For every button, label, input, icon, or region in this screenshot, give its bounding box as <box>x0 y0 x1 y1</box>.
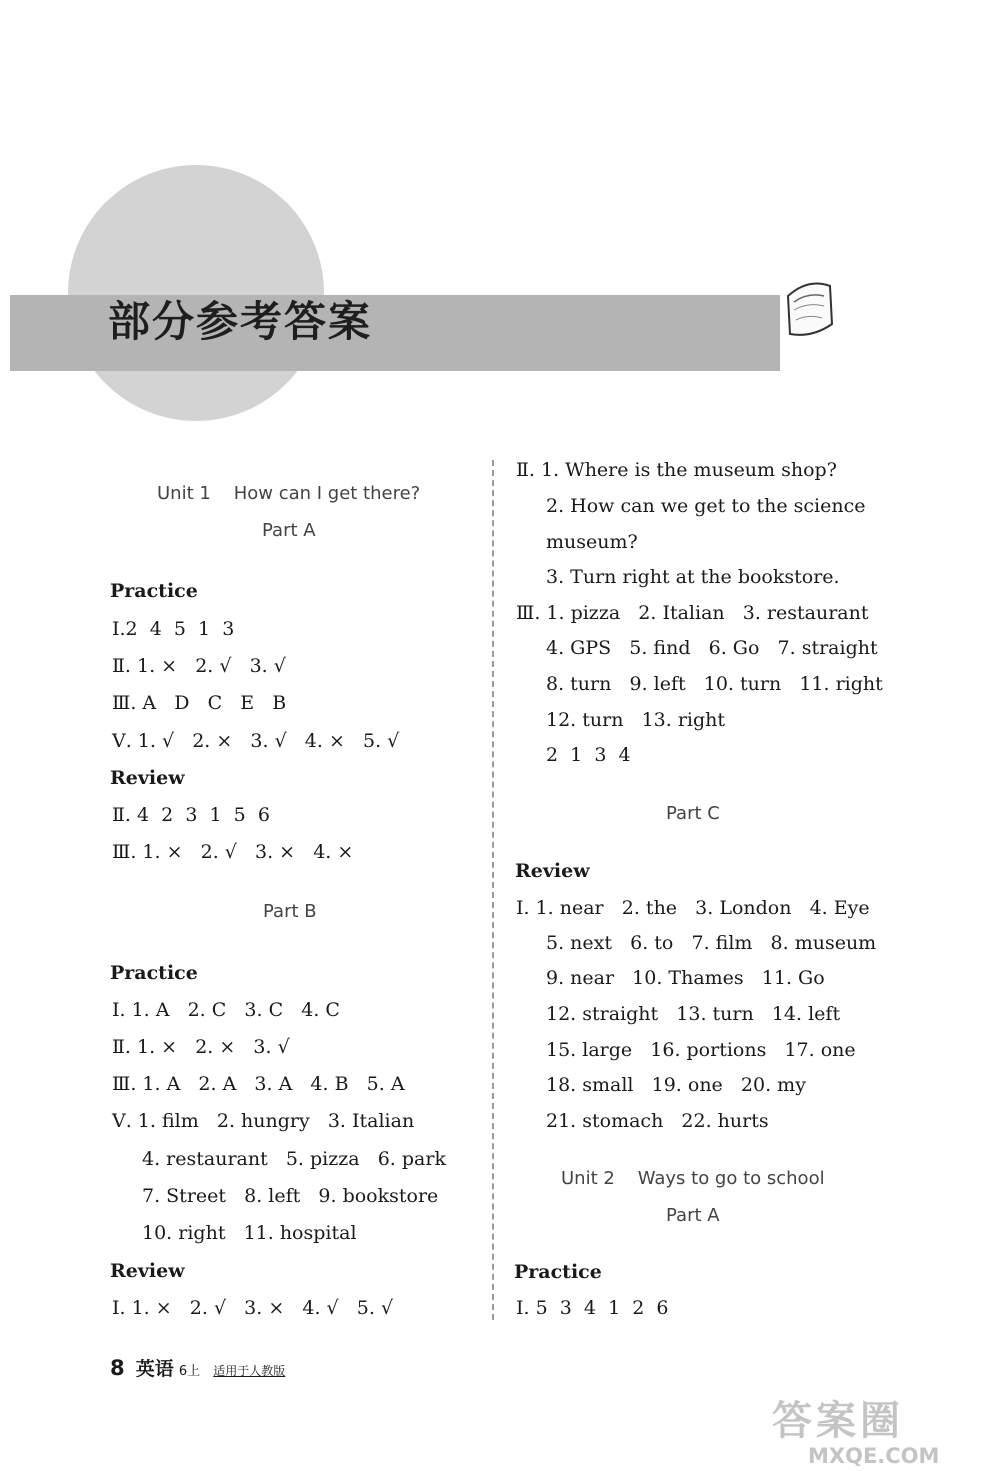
answer-line: 5. next 6. to 7. film 8. museum <box>546 932 877 954</box>
review-heading: Review <box>515 860 590 882</box>
answer-line: Ⅰ. 1. near 2. the 3. London 4. Eye <box>516 897 870 919</box>
answer-line: 21. stomach 22. hurts <box>546 1110 769 1132</box>
answer-line: Ⅲ. 1. × 2. √ 3. × 4. × <box>112 841 354 863</box>
site-watermark <box>772 1398 939 1468</box>
practice-heading: Practice <box>110 580 198 602</box>
book-badge-icon <box>782 276 836 344</box>
page-title: 部分参考答案 <box>108 297 373 346</box>
answer-line: 15. large 16. portions 17. one <box>546 1039 856 1061</box>
answer-line: museum? <box>546 531 638 553</box>
unit-2-title: Unit 2 Ways to go to school <box>561 1168 825 1189</box>
answer-line: Ⅴ. 1. √ 2. × 3. √ 4. × 5. √ <box>112 730 400 752</box>
watermark-text: 答案圈 <box>772 1398 904 1444</box>
practice-heading: Practice <box>110 962 198 984</box>
answer-line: 12. straight 13. turn 14. left <box>546 1003 841 1025</box>
subject-label: 英语 <box>135 1358 174 1380</box>
part-b-title: Part B <box>263 901 317 922</box>
answer-line: Ⅴ. 1. film 2. hungry 3. Italian <box>112 1110 415 1132</box>
answer-line: Ⅲ. 1. pizza 2. Italian 3. restaurant <box>516 602 869 624</box>
answer-line: 18. small 19. one 20. my <box>546 1074 806 1096</box>
answer-line: Ⅲ. 1. A 2. A 3. A 4. B 5. A <box>112 1073 405 1095</box>
answer-line: Ⅱ. 1. × 2. × 3. √ <box>112 1036 290 1058</box>
part-a-title: Part A <box>262 520 316 541</box>
answer-line: 2 1 3 4 <box>546 744 631 766</box>
answer-line: 4. restaurant 5. pizza 6. park <box>142 1148 446 1170</box>
answer-line: 12. turn 13. right <box>546 709 726 731</box>
page-footer <box>110 1354 285 1381</box>
column-divider <box>492 460 494 1320</box>
practice-heading: Practice <box>514 1261 602 1283</box>
unit-1-title: Unit 1 How can I get there? <box>157 483 421 504</box>
part-c-title: Part C <box>666 803 720 824</box>
answer-line: Ⅲ. A D C E B <box>112 692 287 714</box>
review-heading: Review <box>110 1260 185 1282</box>
answer-line: Ⅱ. 1. × 2. √ 3. √ <box>112 655 286 677</box>
decorative-circle <box>68 165 324 421</box>
answer-line: 9. near 10. Thames 11. Go <box>546 967 825 989</box>
answer-line: 8. turn 9. left 10. turn 11. right <box>546 673 883 695</box>
answer-line: Ⅰ. 5 3 4 1 2 6 <box>516 1297 669 1319</box>
answer-line: 4. GPS 5. find 6. Go 7. straight <box>546 637 878 659</box>
answer-line: 7. Street 8. left 9. bookstore <box>142 1185 439 1207</box>
grade-label: 6上 <box>178 1364 201 1379</box>
watermark-url: MXQE.COM <box>808 1444 940 1468</box>
answer-line: Ⅰ. 1. A 2. C 3. C 4. C <box>112 999 340 1021</box>
answer-line: 2. How can we get to the science <box>546 495 866 517</box>
answer-line: Ⅰ. 1. × 2. √ 3. × 4. √ 5. √ <box>112 1297 394 1319</box>
answer-line: 3. Turn right at the bookstore. <box>546 566 840 588</box>
answer-line: Ⅱ. 1. Where is the museum shop? <box>516 459 837 481</box>
unit-2-part-a-title: Part A <box>666 1205 720 1226</box>
answer-line: Ⅱ. 4 2 3 1 5 6 <box>112 804 270 826</box>
page-number: 8 <box>110 1356 125 1380</box>
answer-line: 10. right 11. hospital <box>142 1222 357 1244</box>
edition-label: 适用于人教版 <box>213 1364 286 1378</box>
answer-line: Ⅰ.2 4 5 1 3 <box>112 618 235 640</box>
review-heading: Review <box>110 767 185 789</box>
